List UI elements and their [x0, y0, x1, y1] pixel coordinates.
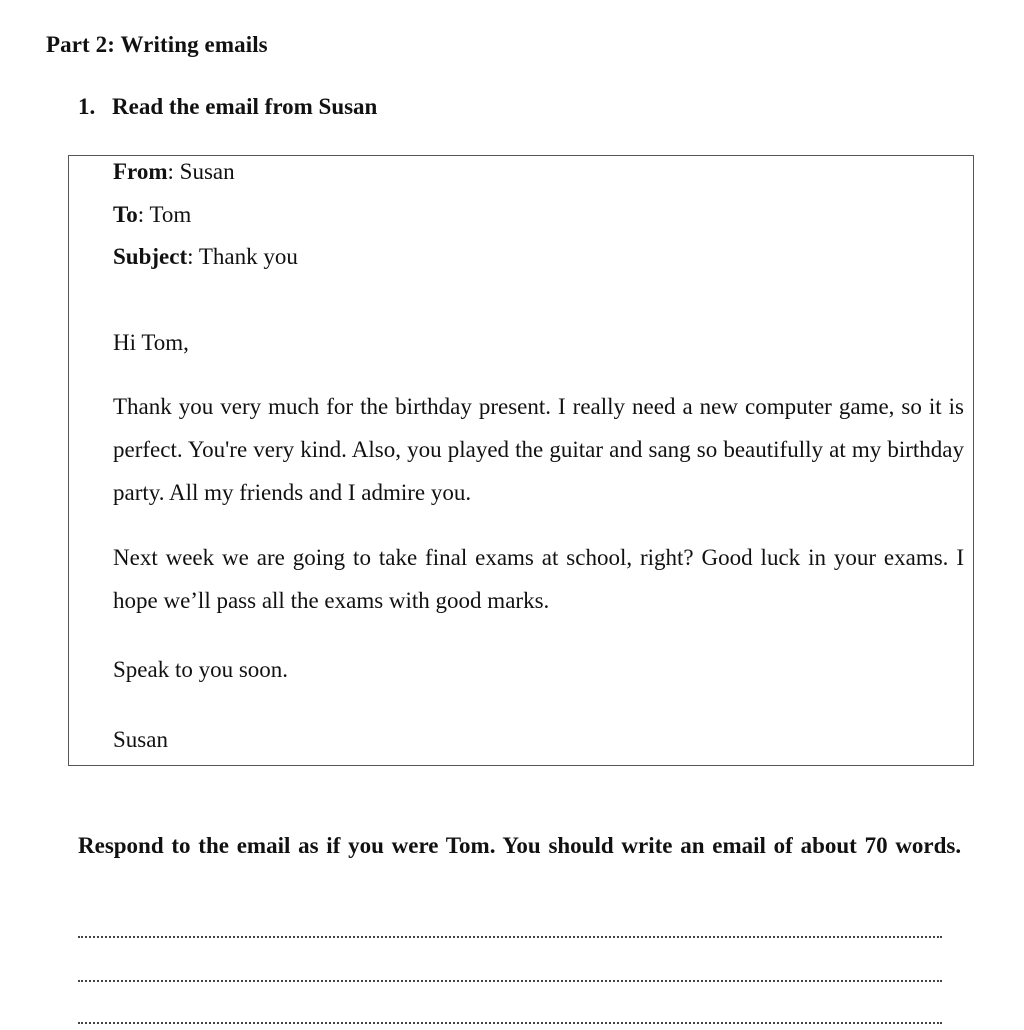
to-label: To — [113, 202, 138, 227]
from-label: From — [113, 159, 168, 184]
email-from-line — [113, 159, 235, 185]
answer-line[interactable] — [78, 1022, 942, 1024]
email-paragraph-2: Next week we are going to take final exams at school, right? Good luck in your exams. I hope we’ll pass all the exams with good marks. — [113, 545, 964, 613]
task-heading — [78, 94, 377, 120]
email-paragraph-1: Thank you very much for the birthday present. I really need a new computer game, so it is perfect. You're very kind. Also, you played the guitar and sang so beautifully at my birthday party. All my friends and I admire you. — [113, 394, 964, 505]
answer-line[interactable] — [78, 980, 942, 982]
email-signature: Susan — [113, 727, 168, 752]
part-heading: Part 2: Writing emails — [46, 32, 268, 57]
email-greeting: Hi Tom, — [113, 330, 189, 355]
writing-instruction: Respond to the email as if you were Tom. You should write an email of about 70 words. — [78, 833, 962, 858]
email-to-line — [113, 202, 191, 228]
task-number: 1. — [78, 94, 96, 119]
answer-line[interactable] — [78, 936, 942, 938]
email-closing: Speak to you soon. — [113, 657, 289, 682]
subject-value: : Thank you — [187, 244, 298, 269]
email-box — [68, 155, 974, 766]
email-subject-line — [113, 244, 298, 270]
to-value: : Tom — [137, 202, 192, 227]
task-title: Read the email from Susan — [112, 94, 378, 119]
subject-label: Subject — [113, 244, 188, 269]
from-value: : Susan — [167, 159, 235, 184]
